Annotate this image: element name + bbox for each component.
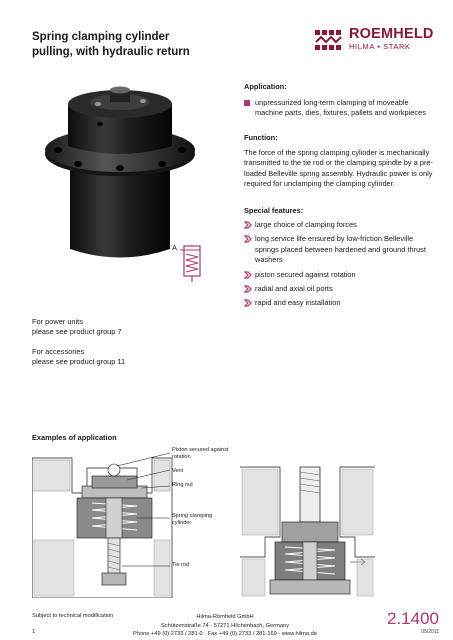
footer-address: Schützenstraße 74 · 57271 Hilchenbach, Germany [160,622,290,629]
function-text: The force of the spring clamping cylinder is mechanically transmitted to the tie rod or the clamping spindle by a pre-loaded Belleville spring assembly. Hydraulic power is only required for unclamping the clamping cylinder. [244,148,433,189]
arrow-bullet-icon [244,299,252,307]
square-bullet-icon [244,100,250,106]
footer-note: Subject to technical modification [32,613,114,619]
footer-company: Hilma-Römheld GmbH [196,614,254,620]
label-piston-secured: Piston secured against rotation [172,447,229,461]
application-heading: Application: [244,82,287,91]
application-section [244,82,434,123]
roemheld-logo-icon [313,28,344,52]
brand-subtitle: HILMA ▪ STARK [349,42,411,51]
feature-item: radial and axial oil ports [244,284,434,294]
power-units-note: For power units please see product group 7 [32,317,122,337]
label-tie-rod: Tie rod [172,562,190,568]
brand-name: ROEMHELD [349,26,434,42]
footer-contact: Phone +49 (0) 2733 / 281-0 · Fax +49 (0) 2733 / 281-169 · www.hilma.de [132,631,317,638]
title-line-1: Spring clamping cylinder [32,31,170,43]
application-bullet: unpressurized long-term clamping of moveable machine parts, dies, fixtures, pallets and workpieces [244,98,434,119]
arrow-bullet-icon [244,235,252,243]
arrow-bullet-icon [244,285,252,293]
function-section [244,133,434,190]
application-drawing-2 [240,462,375,598]
examples-heading: Examples of application [32,433,117,442]
product-photo [40,84,200,269]
document-date: 05/2011 [421,629,439,635]
feature-item: piston secured against rotation [244,270,434,280]
feature-item: long service life ensured by low-friction Belleville springs placed between hardened and ground thrust washers [244,234,434,265]
footer-company-block [130,613,320,639]
document-number: 2.1400 [387,609,439,628]
brand-logo [313,26,438,56]
features-heading: Special features: [244,206,304,215]
label-spring-clamping-cylinder: Spring clamping cylinder [172,513,213,527]
symbol-label-a: A [172,243,177,252]
label-ring-nut: Ring nut [172,482,193,488]
arrow-bullet-icon [244,271,252,279]
page-title [32,30,252,60]
page-number: 1 [32,629,36,635]
spring-cylinder-symbol [180,244,204,284]
feature-item: rapid and easy installation [244,298,434,308]
function-heading: Function: [244,133,278,142]
title-line-2: pulling, with hydraulic return [32,46,190,58]
feature-item: large choice of clamping forces [244,220,434,230]
features-section [244,206,434,313]
accessories-note: For accessories please see product group 11 [32,347,126,367]
label-vent: Vent [172,468,184,474]
arrow-bullet-icon [244,221,252,229]
